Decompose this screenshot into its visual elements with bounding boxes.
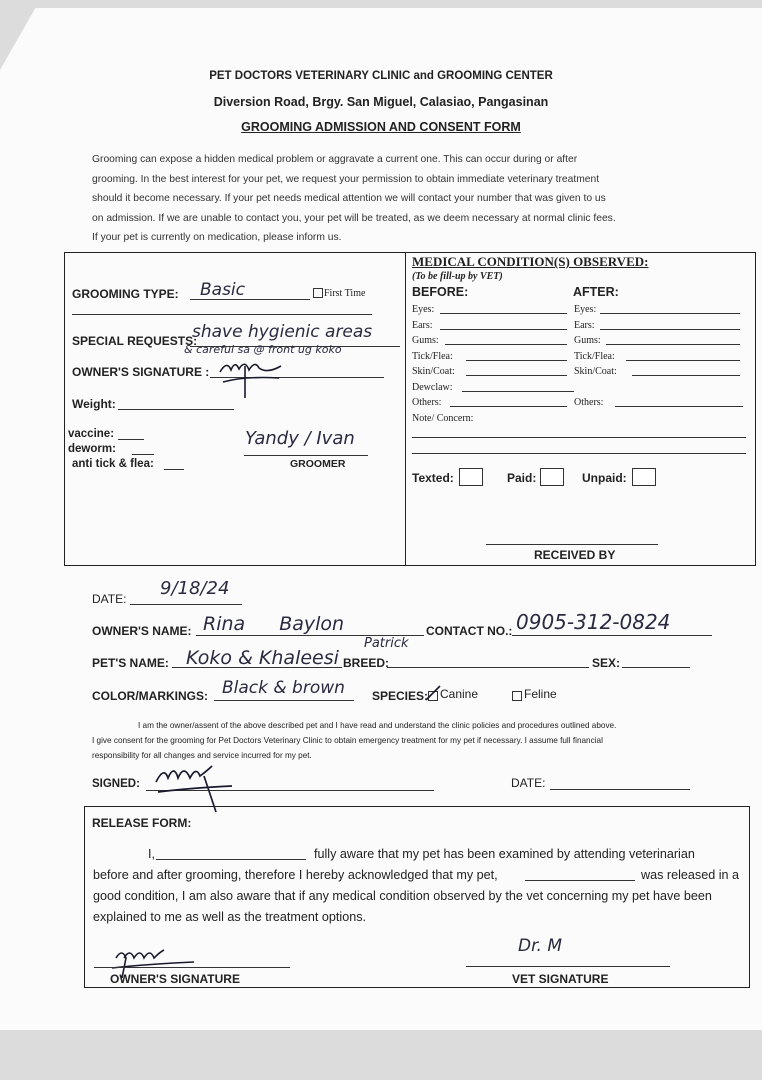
signed-label: SIGNED: [92,778,140,790]
release-pet-blank[interactable] [525,865,635,881]
special-requests-label: SPECIAL REQUESTS: [72,334,198,348]
after-list [574,302,617,411]
before-list [412,302,473,426]
intro-line: on admission. If we are unable to contact you, your pet will be treated, as we deem necessary at normal clinic fees. [92,212,616,224]
pet-name-extra[interactable]: Patrick [364,636,409,651]
before-row: Tick/Flea: [412,350,453,362]
species-label: SPECIES: [372,689,429,703]
owner-signature-mark [215,356,285,402]
contact-line [512,635,712,636]
release-paragraph [93,844,743,928]
weight-line [118,409,234,410]
color-label: COLOR/MARKINGS: [92,689,208,703]
after-eyes-line [600,313,740,314]
contact-label: CONTACT NO.: [426,624,513,638]
sex-label: SEX: [592,656,621,670]
grooming-type-value[interactable]: Basic [200,280,246,300]
deworm-line [132,454,154,455]
before-row: Others: [412,397,442,408]
before-dewclaw-line [462,391,574,392]
owner-name-label: OWNER'S NAME: [92,624,192,638]
breed-label: BREED: [343,656,390,670]
date-value[interactable]: 9/18/24 [160,578,230,599]
form-title: GROOMING ADMISSION AND CONSENT FORM [241,120,521,134]
paid-label: Paid: [507,471,537,485]
consent-line: responsibility for all changes and service incurred for my pet. [92,751,312,760]
consent-date-line [550,789,690,790]
feline-label: Feline [524,687,557,701]
first-time-checkbox[interactable] [313,288,323,298]
after-tick-line [626,360,740,361]
intro-line: should it become necessary. If your pet needs medical attention we will contact your number that was given to us [92,193,606,204]
clinic-address: Diversion Road, Brgy. San Miguel, Calasiao, Pangasinan [213,95,549,109]
release-name-blank[interactable] [156,844,306,860]
after-gums-line [606,344,740,345]
before-tick-line [466,360,567,361]
release-owner-label: OWNER'S SIGNATURE [110,972,240,986]
before-gums-line [445,344,567,345]
breed-line [387,667,589,668]
release-text: was released in a [641,868,740,882]
after-row: Skin/Coat: [574,366,617,377]
unpaid-label: Unpaid: [582,471,627,485]
texted-checkbox[interactable] [459,468,483,486]
release-text: explained to me as well as the treatment options. [93,910,367,924]
owner-name-value[interactable]: Rina Baylon [203,613,345,635]
release-text: good condition, I am also aware that if any medical condition observed by the vet concerning my pet have been [93,889,712,903]
release-line-1 [93,844,743,865]
release-title: RELEASE FORM: [92,816,192,830]
vet-signature-label: VET SIGNATURE [512,972,609,986]
groomer-line [244,455,368,456]
after-others-line [615,406,743,407]
first-time-label: First Time [324,288,366,299]
canine-label: Canine [440,687,479,701]
before-row: Gums: [412,335,439,346]
note-line-1 [412,437,746,438]
after-label: AFTER: [573,285,619,299]
intro-line: If your pet is currently on medication, please inform us. [92,232,342,243]
date-line [130,604,242,605]
before-eyes-line [440,313,567,314]
weight-label: Weight: [72,397,116,411]
antitick-line [164,469,184,470]
pet-name-label: PET'S NAME: [92,656,169,670]
groomer-label: GROOMER [290,458,346,470]
before-row: Skin/Coat: [412,366,455,377]
paid-checkbox[interactable] [540,468,564,486]
release-text: before and after grooming, therefore I hereby acknowledged that my pet, [93,868,498,882]
after-row: Tick/Flea: [574,350,615,362]
pet-name-value[interactable]: Koko & Khaleesi [186,647,339,669]
grooming-extra-line [72,314,372,315]
unpaid-checkbox[interactable] [632,468,656,486]
consent-line: I give consent for the grooming for Pet Doctors Veterinary Clinic to obtain emergency treatment for my pet if necessary. I assume full financial [92,736,603,745]
received-by-line [486,544,658,545]
before-others-line [450,406,567,407]
release-owner-line [94,967,290,968]
deworm-label: deworm: [68,443,116,455]
release-text: fully aware that my pet has been examined by attending veterinarian [314,847,695,861]
medical-condition-title: MEDICAL CONDITION(S) OBSERVED: [412,254,649,269]
after-row: Gums: [574,335,601,346]
folded-corner [0,0,40,70]
vet-signature-line [466,966,670,967]
vaccine-line [118,439,144,440]
owner-signature-label: OWNER'S SIGNATURE : [72,365,210,379]
color-line [214,700,354,701]
before-row: Eyes: [412,304,435,315]
special-requests-note[interactable]: & careful sa @ front ug koko [184,343,342,356]
special-requests-value[interactable]: shave hygienic areas [192,322,373,342]
texted-label: Texted: [412,471,454,485]
feline-checkbox[interactable] [512,691,522,701]
groomer-name[interactable]: Yandy / Ivan [245,428,355,449]
contact-value[interactable]: 0905-312-0824 [516,610,671,634]
grooming-type-label: GROOMING TYPE: [72,287,179,301]
consent-line: I am the owner/assent of the above described pet and I have read and understand the clinic policies and procedures outlined above. [138,721,617,730]
after-row: Others: [574,397,604,408]
before-row: Dewclaw: [412,381,453,393]
box-divider [405,252,406,565]
vaccine-label: vaccine: [68,428,115,440]
sex-line [622,667,690,668]
before-label: BEFORE: [412,285,469,299]
before-skin-line [466,375,567,376]
medical-condition-subtitle: (To be fill-up by VET) [412,271,503,282]
after-row: Eyes: [574,304,597,315]
release-i: I, [148,847,155,861]
after-row: Ears: [574,319,595,331]
intro-line: grooming. In the best interest for your pet, we request your permission to obtain immediate veterinary treatment [92,173,600,185]
note-line-2 [412,453,746,454]
color-value[interactable]: Black & brown [222,678,345,698]
consent-date-label: DATE: [511,776,546,790]
note-label: Note/ Concern: [412,412,474,424]
intro-line: Grooming can expose a hidden medical problem or aggravate a current one. This can occur during or after [92,154,578,165]
received-by-label: RECEIVED BY [534,548,616,562]
before-row: Ears: [412,319,433,331]
clinic-name: PET DOCTORS VETERINARY CLINIC and GROOMING CENTER [209,70,553,82]
after-ears-line [600,329,740,330]
after-skin-line [632,375,740,376]
date-label: DATE: [92,592,127,606]
intro-paragraph [92,150,702,248]
vet-signature-value[interactable]: Dr. M [518,936,562,956]
antitick-label: anti tick & flea: [72,458,154,470]
consent-paragraph [92,718,712,763]
before-ears-line [440,329,567,330]
release-line-2 [93,865,743,886]
